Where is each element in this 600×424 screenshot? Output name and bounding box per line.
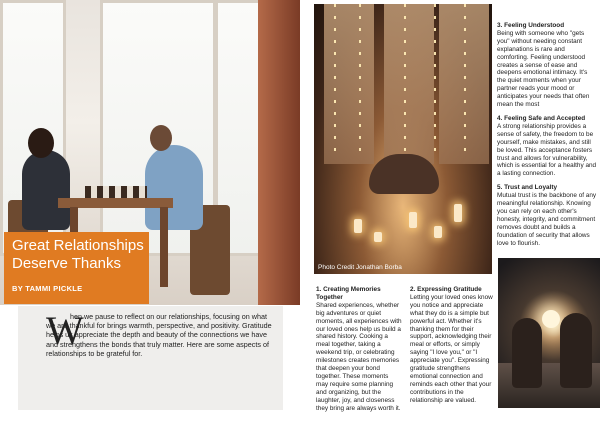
woman-head — [28, 128, 54, 158]
candle — [434, 226, 442, 238]
man-figure — [145, 145, 203, 230]
string-lights — [334, 4, 336, 154]
curtain — [324, 4, 374, 164]
woman-silhouette — [512, 318, 542, 388]
column-2 — [410, 286, 496, 411]
section-body: Being with someone who "gets you" without needing constant explanations is rare and comforting. Feeling understood creates a sense of ease and deepens emotional intimacy. It's the quiet moments when your partner reads your mood or anticipates your needs that often mean the most — [497, 29, 590, 109]
wooden-pillar — [258, 0, 300, 305]
candle — [454, 204, 462, 222]
section-body: Shared experiences, whether big adventures or quiet moments, all experiences with our loved ones help us build a shared history. Cooking a meal together, taking a weekend trip, or celebrating milestones creates memories that deepen your bond together. These moments may require some planning and organizing, but the laughter, joy, and closeness they bring are always worth it. — [316, 301, 402, 412]
photo-credit: Photo Credit Jonathan Borba — [318, 264, 402, 271]
section-body: Mutual trust is the backbone of any meaningful relationship. Knowing you can rely on each other's honesty, integrity, and commitment removes doubt and builds a foundation of security that allows love to flourish. — [497, 192, 597, 247]
curtain — [384, 4, 434, 164]
string-lights — [359, 4, 361, 154]
section-heading: 4. Feeling Safe and Accepted — [497, 114, 586, 122]
column-3 — [497, 22, 597, 253]
section-body: Letting your loved ones know you notice and appreciate what they do is a simple but powerful act. Whether it's thanking them for their support, acknowledging their meal or efforts, or simply saying "I love you," or "I appreciate you". Expressing gratitude strengthens emotional connection and reminds each other that your contributions in the relationship are valued. — [410, 293, 493, 404]
chess-board — [85, 186, 147, 198]
string-lights — [464, 4, 466, 154]
byline: BY TAMMI PICKLE — [12, 284, 83, 293]
section-heading: 5. Trust and Loyalty — [497, 184, 558, 192]
candle — [409, 212, 417, 228]
table-leg — [160, 207, 168, 287]
night-beach-couple-photo — [498, 258, 600, 408]
column-1 — [316, 286, 402, 419]
right-page — [312, 0, 600, 424]
string-lights — [404, 4, 406, 154]
section-heading: 3. Feeling Understood — [497, 22, 565, 29]
drop-cap: W — [46, 308, 84, 353]
title-box — [4, 232, 149, 304]
section-body: A strong relationship provides a sense of safety, the freedom to be yourself, make mistakes, and still be loved. This acceptance fosters trust and allows for vulnerability, which is essential for a healthy and a lasting connection. — [497, 122, 597, 178]
section-heading: 1. Creating Memories Together — [316, 286, 381, 301]
candlelit-couple-photo — [314, 4, 492, 274]
man-head — [150, 125, 172, 151]
man-silhouette — [560, 313, 592, 388]
woman-figure — [22, 150, 70, 230]
intro-box — [18, 306, 283, 410]
section-heading: 2. Expressing Gratitude — [410, 286, 482, 293]
string-lights — [434, 4, 436, 154]
lantern-glow — [542, 310, 560, 328]
intro-paragraph: hen we pause to reflect on our relationships, focusing on what we are thankful for brings warmth, perspective, and positivity. Gratitude helps us appreciate the depth and beauty of the connections we have and strengthens the bonds that truly matter. Here are some aspects of relationships to be grateful for. — [46, 312, 272, 358]
article-title: Great Relationships Deserve Thanks — [12, 237, 144, 272]
candle — [354, 219, 362, 233]
candle — [374, 232, 382, 242]
